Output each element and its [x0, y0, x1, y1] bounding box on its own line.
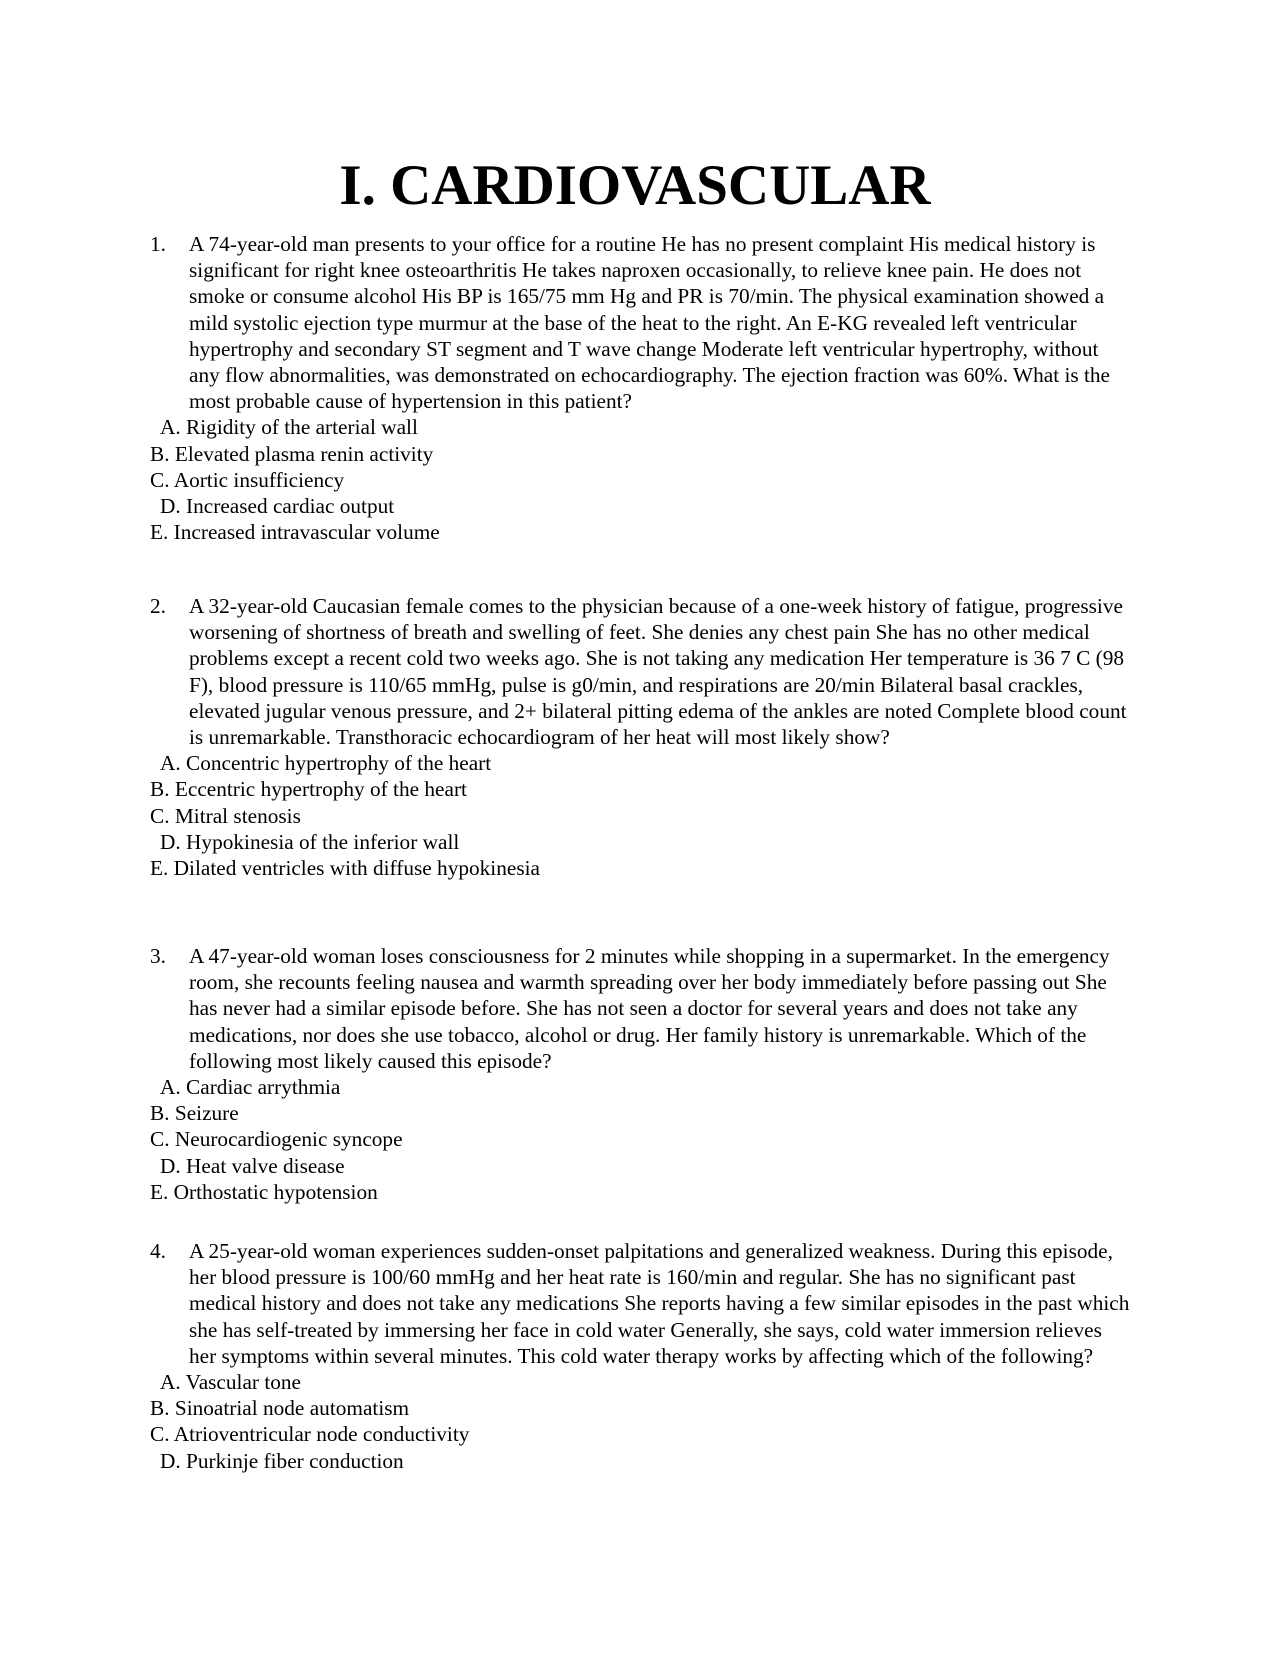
option-letter: D.	[160, 494, 181, 519]
question-number: 4.	[150, 1239, 166, 1263]
question-text: A 74-year-old man presents to your office for a routine He has no present complaint His medical history is significant for right knee osteoarthritis He takes naproxen occasionally, to relieve knee pain. He does not smoke or consume alcohol His BP is 165/75 mm Hg and PR is 70/min. The physical examination showed a mild systolic ejection type murmur at the base of the heat to the right. An E-KG revealed left ventricular hypertrophy and secondary ST segment and T wave change Moderate left ventricular hypertrophy, without any flow abnormalities, was demonstrated on echocardiography. The ejection fraction was 60%. What is the most probable cause of hypertension in this patient?	[189, 232, 1110, 414]
answer-option-c	[150, 1126, 1130, 1152]
option-text: Vascular tone	[185, 1370, 301, 1395]
answer-option-c	[150, 1421, 1130, 1447]
question-text: A 25-year-old woman experiences sudden-onset palpitations and generalized weakness. During this episode, her blood pressure is 100/60 mmHg and her heat rate is 160/min and regular. She has no significant past medical history and does not take any medications She reports having a few similar episodes in the past which she has self-treated by immersing her face in cold water Generally, she says, cold water immersion relieves her symptoms within several minutes. This cold water therapy works by affecting which of the following?	[189, 1239, 1130, 1368]
option-letter: E.	[150, 520, 169, 545]
option-letter: C.	[150, 1127, 170, 1152]
question-stem	[150, 943, 1130, 1074]
question-text: A 32-year-old Caucasian female comes to the physician because of a one-week history of fatigue, progressive worsening of shortness of breath and swelling of feet. She denies any chest pain She has no other medical problems except a recent cold two weeks ago. She is not taking any medication Her temperature is 36 7 C (98 F), blood pressure is 110/65 mmHg, pulse is g0/min, and respirations are 20/min Bilateral basal crackles, elevated jugular venous pressure, and 2+ bilateral pitting edema of the ankles are noted Complete blood count is unremarkable. Transthoracic echocardiogram of her heat will most likely show?	[189, 594, 1127, 750]
answer-option-b	[150, 1100, 1130, 1126]
option-text: Increased intravascular volume	[173, 520, 440, 545]
option-letter: A.	[160, 1075, 181, 1100]
option-letter: C.	[150, 467, 170, 492]
option-letter: C.	[150, 803, 170, 828]
answer-option-b	[150, 441, 1130, 467]
question-3	[150, 943, 1130, 1205]
option-letter: E.	[150, 1179, 169, 1204]
option-text: Concentric hypertrophy of the heart	[186, 751, 492, 776]
option-text: Elevated plasma renin activity	[174, 441, 434, 466]
question-number: 3.	[150, 944, 166, 968]
answer-option-b	[150, 1395, 1130, 1421]
answer-option-c	[150, 803, 1130, 829]
option-text: Seizure	[174, 1101, 239, 1126]
question-stem	[150, 593, 1130, 750]
answer-option-a	[150, 414, 1130, 440]
question-2	[150, 593, 1130, 881]
option-text: Aortic insufficiency	[173, 467, 345, 492]
option-letter: D.	[160, 829, 181, 854]
option-text: Eccentric hypertrophy of the heart	[174, 777, 467, 802]
answer-option-e	[150, 855, 1130, 881]
option-text: Sinoatrial node automatism	[174, 1396, 410, 1421]
option-letter: A.	[160, 1370, 181, 1395]
option-text: Mitral stenosis	[174, 803, 301, 828]
question-1	[150, 231, 1130, 545]
option-text: Hypokinesia of the inferior wall	[186, 829, 460, 854]
question-4	[150, 1238, 1130, 1474]
option-letter: E.	[150, 856, 169, 881]
option-text: Increased cardiac output	[186, 494, 395, 519]
question-number: 1.	[150, 232, 166, 256]
option-letter: B.	[150, 1396, 170, 1421]
answer-option-a	[150, 1369, 1130, 1395]
question-text: A 47-year-old woman loses consciousness for 2 minutes while shopping in a supermarket. In the emergency room, she recounts feeling nausea and warmth spreading over her body immediately before passing out She has never had a similar episode before. She has not seen a doctor for several years and does not take any medications, nor does she use tobacco, alcohol or drug. Her family history is unremarkable. Which of the following most likely caused this episode?	[189, 944, 1110, 1073]
answer-option-d	[150, 493, 1130, 519]
option-text: Heat valve disease	[186, 1153, 345, 1178]
answer-option-e	[150, 1179, 1130, 1205]
option-letter: A.	[160, 751, 181, 776]
option-text: Atrioventricular node conductivity	[173, 1422, 470, 1447]
option-letter: B.	[150, 441, 170, 466]
answer-option-e	[150, 519, 1130, 545]
option-letter: C.	[150, 1422, 170, 1447]
option-letter: B.	[150, 777, 170, 802]
option-text: Cardiac arrythmia	[186, 1075, 341, 1100]
answer-option-c	[150, 467, 1130, 493]
answer-option-a	[150, 750, 1130, 776]
option-text: Neurocardiogenic syncope	[174, 1127, 403, 1152]
option-text: Rigidity of the arterial wall	[186, 415, 418, 440]
question-number: 2.	[150, 594, 166, 618]
answer-option-d	[150, 1153, 1130, 1179]
option-text: Orthostatic hypotension	[173, 1179, 378, 1204]
answer-option-b	[150, 776, 1130, 802]
page-title: I. CARDIOVASCULAR	[339, 154, 931, 217]
option-letter: D.	[160, 1448, 181, 1473]
option-text: Purkinje fiber conduction	[186, 1448, 404, 1473]
option-letter: D.	[160, 1153, 181, 1178]
option-text: Dilated ventricles with diffuse hypokinesia	[173, 856, 540, 881]
option-letter: A.	[160, 415, 181, 440]
question-stem	[150, 231, 1130, 414]
answer-option-a	[150, 1074, 1130, 1100]
answer-option-d	[150, 1448, 1130, 1474]
answer-option-d	[150, 829, 1130, 855]
question-stem	[150, 1238, 1130, 1369]
option-letter: B.	[150, 1101, 170, 1126]
